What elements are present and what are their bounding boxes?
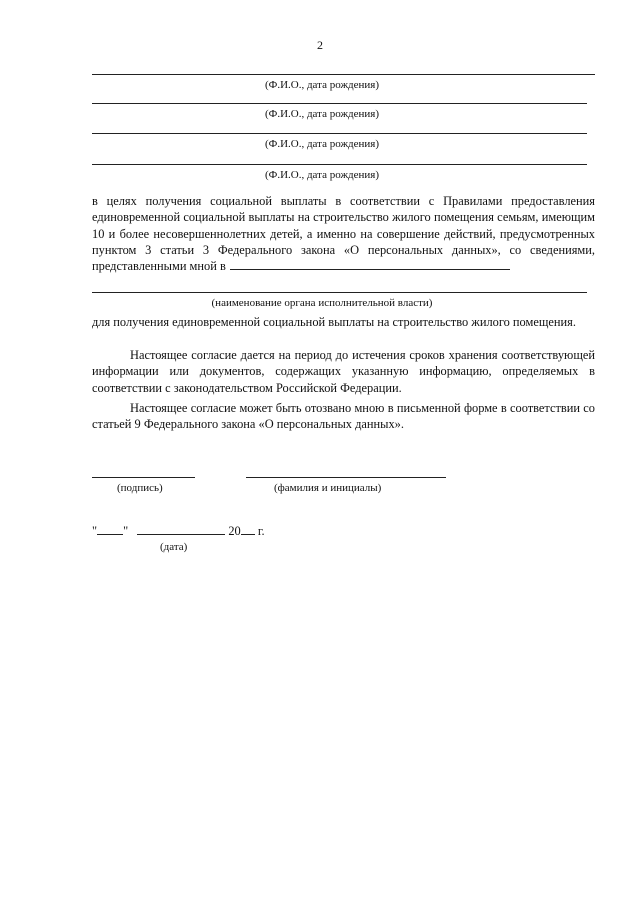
purpose-paragraph (92, 193, 595, 274)
date-row (92, 523, 265, 539)
fio-line-3 (92, 133, 587, 134)
authority-line (92, 292, 587, 293)
fio-line-4 (92, 164, 587, 165)
date-quote-close: " (123, 524, 129, 538)
authority-caption: (наименование органа исполнительной власти) (211, 297, 433, 309)
date-caption: (дата) (160, 541, 188, 553)
fio-caption-1: (Ф.И.О., дата рождения) (264, 79, 380, 91)
day-fill-line (97, 523, 123, 535)
consent-period-paragraph: Настоящее согласие дается на период до истечения сроков хранения соответствующей информации или документов, содержащих указанную информацию, определяемых в соответствии с законодательством Российской Федерации. (92, 348, 595, 395)
name-initials-caption: (фамилия и инициалы) (274, 482, 382, 494)
name-initials-line (246, 477, 446, 478)
fio-line-2 (92, 103, 587, 104)
month-fill-line (137, 523, 225, 535)
fio-caption-4: (Ф.И.О., дата рождения) (264, 169, 380, 181)
date-quote-open: " (92, 524, 98, 538)
fio-caption-3: (Ф.И.О., дата рождения) (264, 138, 380, 150)
page-number: 2 (317, 38, 323, 52)
signature-line (92, 477, 195, 478)
date-year-suffix: г. (257, 524, 265, 538)
authority-fill-line (230, 258, 510, 270)
purpose-text: в целях получения социальной выплаты в соответствии с Правилами предоставления единовременной социальной выплаты на строительство жилого помещения семьям, имеющим 10 и более несовершеннолетних детей, а именно на совершение действий, предусмотренных пунктом 3 статьи 3 Федерального закона «О персональных данных», со сведениями, представленными мной в (92, 194, 595, 274)
year-fill-line (241, 523, 255, 535)
fio-line-1 (92, 74, 595, 75)
date-year-prefix: 20 (228, 524, 241, 538)
signature-caption: (подпись) (117, 482, 163, 494)
for-receipt-paragraph: для получения единовременной социальной выплаты на строительство жилого помещения. (92, 315, 576, 329)
withdrawal-paragraph: Настоящее согласие может быть отозвано мною в письменной форме в соответствии со статьей 9 Федерального закона «О персональных данных». (92, 401, 595, 432)
fio-caption-2: (Ф.И.О., дата рождения) (264, 108, 380, 120)
